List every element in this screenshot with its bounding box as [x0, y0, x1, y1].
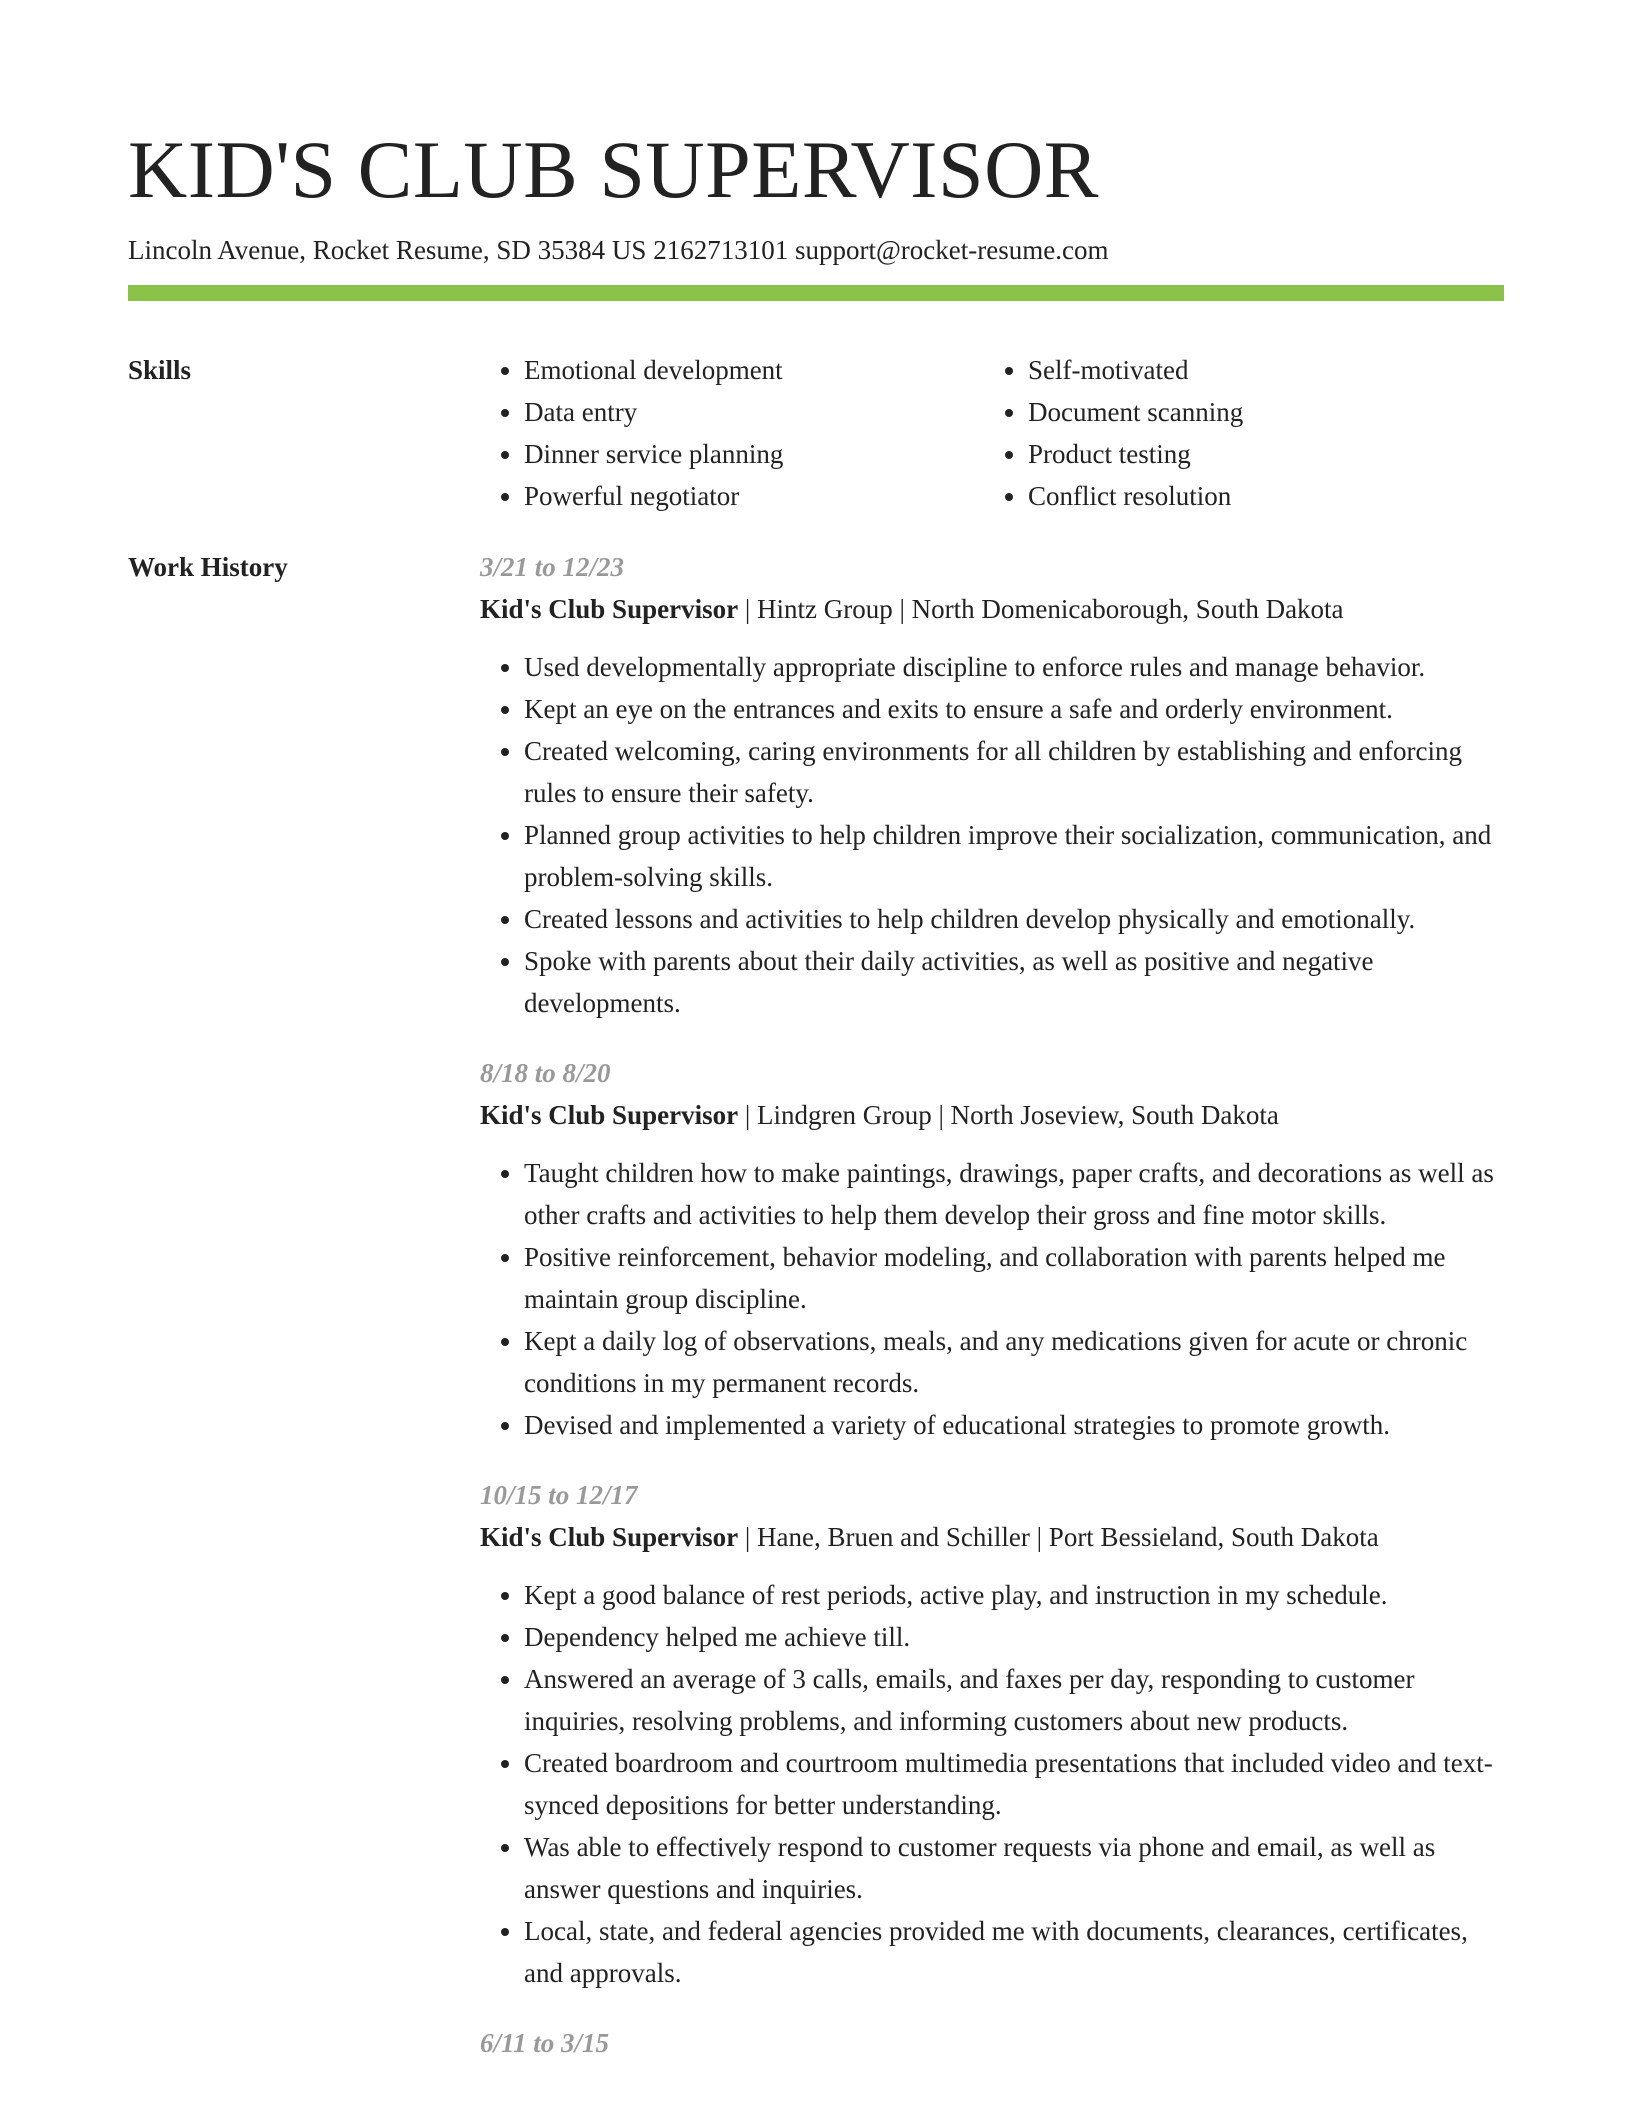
skills-section — [480, 349, 1504, 517]
job-title: Kid's Club Supervisor — [480, 1522, 739, 1552]
job-heading — [480, 1516, 1504, 1558]
job-employer-location: | Lindgren Group | North Joseview, South Dakota — [738, 1100, 1279, 1130]
job-title: Kid's Club Supervisor — [480, 1100, 739, 1130]
skill-item: • Conflict resolution — [1028, 475, 1488, 517]
job-employer-location: | Hintz Group | North Domenicaborough, South Dakota — [738, 594, 1344, 624]
job-bullet: • Dependency helped me achieve till. — [524, 1616, 1504, 1658]
skill-item: • Self-motivated — [1028, 349, 1488, 391]
job-date: 3/21 to 12/23 — [480, 552, 625, 582]
resume-name: KID'S CLUB SUPERVISOR — [128, 124, 1099, 215]
job-date: 8/18 to 8/20 — [480, 1058, 611, 1088]
job-employer-location: | Hane, Bruen and Schiller | Port Bessieland, South Dakota — [738, 1522, 1379, 1552]
job-title: Kid's Club Supervisor — [480, 594, 739, 624]
skill-item: • Product testing — [1028, 433, 1488, 475]
job-bullets — [480, 646, 1504, 1024]
job-heading — [480, 1094, 1504, 1136]
skill-item: • Emotional development — [524, 349, 984, 391]
skill-item: • Document scanning — [1028, 391, 1488, 433]
skills-list-right — [984, 349, 1488, 517]
contact-line: Lincoln Avenue, Rocket Resume, SD 35384 US 2162713101 support@rocket-resume.com — [128, 235, 1109, 265]
skill-item: • Powerful negotiator — [524, 475, 984, 517]
work-history-section — [480, 546, 1504, 2092]
skills-list-left — [480, 349, 984, 517]
job-heading — [480, 588, 1504, 630]
job-bullet: • Positive reinforcement, behavior modeling, and collaboration with parents helped me maintain group discipline. — [524, 1236, 1504, 1320]
job-bullet: • Devised and implemented a variety of educational strategies to promote growth. — [524, 1404, 1504, 1446]
skill-item: • Data entry — [524, 391, 984, 433]
job-entry — [480, 1474, 1504, 1994]
job-bullet: • Kept an eye on the entrances and exits to ensure a safe and orderly environment. — [524, 688, 1504, 730]
job-date: 6/11 to 3/15 — [480, 2028, 610, 2058]
job-bullet: • Kept a good balance of rest periods, active play, and instruction in my schedule. — [524, 1574, 1504, 1616]
job-bullet: • Planned group activities to help children improve their socialization, communication, and problem-solving skills. — [524, 814, 1504, 898]
skills-label: Skills — [128, 355, 192, 385]
job-bullet: • Used developmentally appropriate discipline to enforce rules and manage behavior. — [524, 646, 1504, 688]
job-bullet: • Kept a daily log of observations, meals, and any medications given for acute or chronic conditions in my permanent records. — [524, 1320, 1504, 1404]
job-bullets — [480, 1574, 1504, 1994]
job-bullet: • Local, state, and federal agencies provided me with documents, clearances, certificates, and approvals. — [524, 1910, 1504, 1994]
job-bullets — [480, 1152, 1504, 1446]
job-bullet: • Was able to effectively respond to customer requests via phone and email, as well as answer questions and inquiries. — [524, 1826, 1504, 1910]
header-divider — [128, 285, 1504, 301]
job-entry — [480, 1052, 1504, 1446]
job-bullet: • Taught children how to make paintings, drawings, paper crafts, and decorations as well as other crafts and activities to help them develop their gross and fine motor skills. — [524, 1152, 1504, 1236]
skill-item: • Dinner service planning — [524, 433, 984, 475]
job-bullet: • Created boardroom and courtroom multimedia presentations that included video and text-synced depositions for better understanding. — [524, 1742, 1504, 1826]
jobs-list — [480, 546, 1504, 2064]
work-history-label: Work History — [128, 552, 288, 582]
job-entry — [480, 546, 1504, 1024]
job-bullet: • Created lessons and activities to help children develop physically and emotionally. — [524, 898, 1504, 940]
job-bullet: • Created welcoming, caring environments for all children by establishing and enforcing rules to ensure their safety. — [524, 730, 1504, 814]
job-bullet: • Spoke with parents about their daily activities, as well as positive and negative developments. — [524, 940, 1504, 1024]
job-bullet: • Answered an average of 3 calls, emails, and faxes per day, responding to customer inquiries, resolving problems, and informing customers about new products. — [524, 1658, 1504, 1742]
job-date: 10/15 to 12/17 — [480, 1480, 638, 1510]
job-entry — [480, 2022, 1504, 2064]
